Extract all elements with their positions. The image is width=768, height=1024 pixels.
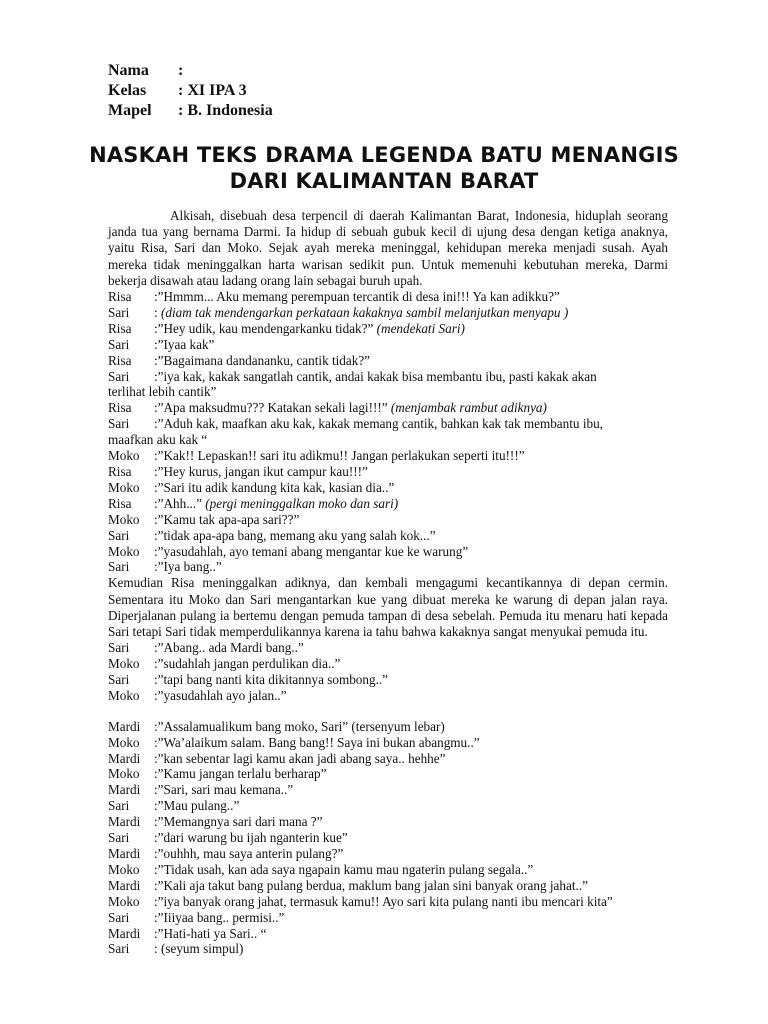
dialog-text [154, 305, 668, 321]
dialog-line-main [108, 289, 668, 305]
dialog-line [108, 910, 668, 926]
dialog-line-main [108, 878, 668, 894]
identity-value: : XI IPA 3 [178, 82, 247, 99]
dialog-speech: :”yasudahlah, ayo temani abang mengantar kue ke warung” [154, 543, 469, 559]
dialog-line [108, 337, 668, 353]
speaker-name: Moko [108, 893, 140, 909]
dialog-line-main [108, 416, 668, 432]
speaker-name: Mardi [108, 718, 141, 734]
dialog-continuation: maafkan aku kak “ [108, 432, 208, 448]
speaker-name: Risa [108, 320, 132, 336]
dialog-text [154, 544, 668, 560]
dialog-line-main [108, 337, 668, 353]
speaker-name: Moko [108, 656, 140, 672]
dialog-text [154, 353, 668, 369]
dialog-speech: :”iya banyak orang jahat, termasuk kamu!! Ayo sari kita pulang nanti ibu mencari kita” [154, 893, 613, 909]
dialog-line [108, 464, 668, 480]
speaker-name: Sari [108, 416, 130, 432]
dialog-line-main [108, 512, 668, 528]
dialog-line [108, 830, 668, 846]
dialog-text [154, 766, 668, 782]
speaker-name: Mardi [108, 877, 141, 893]
dialog-line-main [108, 830, 668, 846]
title-line-1: NASKAH TEKS DRAMA LEGENDA BATU MENANGIS [89, 143, 679, 167]
speaker-name: Risa [108, 352, 132, 368]
speaker-name: Sari [108, 671, 130, 687]
document-title [0, 142, 768, 194]
dialog-line [108, 656, 668, 672]
dialog-text [154, 448, 668, 464]
dialog-line [108, 321, 668, 337]
dialog-speech: :”Hey kurus, jangan ikut campur kau!!!” [154, 463, 368, 479]
identity-value: : B. Indonesia [178, 102, 273, 119]
dialog-line-main [108, 496, 668, 512]
dialog-text [154, 464, 668, 480]
dialog-line [108, 528, 668, 544]
dialog-speech: :”Bagaimana dandananku, cantik tidak?” [154, 352, 371, 368]
dialog-speech: :”iya kak, kakak sangatlah cantik, andai kakak bisa membantu ibu, pasti kakak akan [154, 368, 597, 384]
dialog-line [108, 448, 668, 464]
speaker-name: Sari [108, 559, 130, 575]
dialog-speech: :”Abang.. ada Mardi bang..” [154, 640, 304, 656]
dialog-line-main [108, 353, 668, 369]
dialog-text [154, 480, 668, 496]
dialog-text [154, 719, 668, 735]
speaker-name: Moko [108, 734, 140, 750]
dialog-speech: :”Wa’alaikum salam. Bang bang!! Saya ini bukan abangmu..” [154, 734, 480, 750]
speaker-name: Sari [108, 336, 130, 352]
speaker-name: Mardi [108, 814, 141, 830]
dialog-line-main [108, 400, 668, 416]
speaker-name: Sari [108, 368, 130, 384]
dialog-text [154, 862, 668, 878]
dialog-line [108, 400, 668, 416]
dialog-line-main [108, 846, 668, 862]
dialog-line [108, 798, 668, 814]
dialog-text [154, 656, 668, 672]
dialog-text [154, 878, 668, 894]
stage-direction: (mendekati Sari) [376, 320, 465, 336]
dialog-text [154, 830, 668, 846]
speaker-name: Moko [108, 479, 140, 495]
dialog-text [154, 910, 668, 926]
dialog-speech: :”Memangnya sari dari mana ?” [154, 814, 323, 830]
dialog-line [108, 688, 668, 704]
dialog-line-main [108, 814, 668, 830]
dialog-line [108, 846, 668, 862]
speaker-name: Moko [108, 861, 140, 877]
dialog-line [108, 862, 668, 878]
speaker-name: Mardi [108, 782, 141, 798]
dialog-line-main [108, 862, 668, 878]
dialog-line-main [108, 480, 668, 496]
dialog-speech: :”Iya bang..” [154, 559, 222, 575]
dialog-speech: :”tidak apa-apa bang, memang aku yang salah kok...” [154, 527, 436, 543]
speaker-name: Mardi [108, 925, 141, 941]
dialog-section-3 [108, 719, 668, 958]
dialog-line [108, 735, 668, 751]
dialog-line [108, 814, 668, 830]
speaker-name: Sari [108, 798, 130, 814]
dialog-line-main [108, 448, 668, 464]
dialog-line-main [108, 910, 668, 926]
dialog-line-main [108, 798, 668, 814]
speaker-name: Sari [108, 909, 130, 925]
speaker-name: Mardi [108, 750, 141, 766]
intro-paragraph: Alkisah, disebuah desa terpencil di daerah Kalimantan Barat, Indonesia, hiduplah seorang janda tua yang bernama Darmi. Ia hidup di sebuah gubuk kecil di ujung desa dengan ketiga anaknya, yaitu Risa, Sari dan Moko. Sejak ayah mereka meninggal, kehidupan mereka menjadi susah. Ayah mereka tidak meninggalkan harta warisan sedikit pun. Untuk memenuhi kebutuhan mereka, Darmi bekerja disawah atau ladang orang lain sebagai buruh upah. [108, 208, 668, 288]
dialog-line-main [108, 735, 668, 751]
dialog-text [154, 926, 668, 942]
dialog-text [154, 688, 668, 704]
dialog-speech: :”kan sebentar lagi kamu akan jadi abang saya.. hehhe” [154, 750, 446, 766]
document-body [108, 208, 668, 957]
dialog-line-main [108, 528, 668, 544]
dialog-text [154, 512, 668, 528]
dialog-line [108, 416, 668, 448]
dialog-speech: :”Apa maksudmu??? Katakan sekali lagi!!!” [154, 400, 391, 416]
speaker-name: Moko [108, 511, 140, 527]
dialog-line [108, 782, 668, 798]
dialog-text [154, 369, 668, 385]
dialog-text [154, 400, 668, 416]
dialog-line-main [108, 672, 668, 688]
dialog-speech: :”Tidak usah, kan ada saya ngapain kamu mau ngaterin pulang segala..” [154, 861, 534, 877]
dialog-line-main [108, 926, 668, 942]
narration-paragraph: Kemudian Risa meninggalkan adiknya, dan kembali mengagumi kecantikannya di depan cermin. Sementara itu Moko dan Sari mengantarkan kue yang dibuat mereka ke warung di depan jalan raya. Diperjalanan pulang ia bertemu dengan pemuda tampan di desa sebelah. Pemuda itu menaru hati kepada Sari tetapi Sari tidak memperdulikannya karena ia tahu bahwa kakaknya sangat menyukai pemuda itu. [108, 575, 668, 639]
dialog-line-main [108, 464, 668, 480]
speaker-name: Sari [108, 304, 130, 320]
dialog-line-main [108, 894, 668, 910]
dialog-line [108, 640, 668, 656]
dialog-speech: :”Kali aja takut bang pulang berdua, maklum bang jalan sini banyak orang jahat..” [154, 877, 588, 893]
dialog-speech: :”Hey udik, kau mendengarkanku tidak?” [154, 320, 377, 336]
dialog-line-main [108, 305, 668, 321]
identity-row-name [108, 61, 273, 81]
dialog-line-main [108, 559, 668, 575]
dialog-speech: :”Kamu jangan terlalu berharap” [154, 766, 327, 782]
speaker-name: Sari [108, 640, 130, 656]
dialog-line [108, 496, 668, 512]
dialog-text [154, 672, 668, 688]
dialog-text [154, 735, 668, 751]
dialog-line [108, 559, 668, 575]
dialog-text [154, 941, 668, 957]
dialog-speech: : (seyum simpul) [154, 941, 244, 957]
dialog-line [108, 305, 668, 321]
speaker-name: Moko [108, 687, 140, 703]
dialog-line-main [108, 321, 668, 337]
section-spacer [108, 704, 668, 719]
speaker-name: Risa [108, 463, 132, 479]
dialog-speech: :”sudahlah jangan perdulikan dia..” [154, 656, 341, 672]
dialog-text [154, 289, 668, 305]
dialog-text [154, 798, 668, 814]
dialog-line [108, 369, 668, 401]
dialog-line-main [108, 656, 668, 672]
dialog-line-main [108, 782, 668, 798]
dialog-speech: :”Iyaa kak” [154, 336, 215, 352]
dialog-text [154, 337, 668, 353]
speaker-name: Risa [108, 289, 132, 305]
stage-direction: (menjambak rambut adiknya) [390, 400, 547, 416]
dialog-continuation: terlihat lebih cantik” [108, 384, 217, 400]
dialog-section-1 [108, 289, 668, 575]
dialog-speech: :”Kak!! Lepaskan!! sari itu adikmu!! Jangan perlakukan seperti itu!!!” [154, 448, 525, 464]
dialog-line-main [108, 640, 668, 656]
dialog-line [108, 751, 668, 767]
dialog-speech: :”yasudahlah ayo jalan..” [154, 687, 287, 703]
dialog-line [108, 766, 668, 782]
dialog-speech: : [154, 304, 161, 320]
speaker-name: Risa [108, 400, 132, 416]
dialog-speech: :”Sari itu adik kandung kita kak, kasian dia..” [154, 479, 395, 495]
identity-label: Kelas [108, 82, 147, 99]
speaker-name: Mardi [108, 846, 141, 862]
dialog-line [108, 894, 668, 910]
speaker-name: Moko [108, 766, 140, 782]
stage-direction: (pergi meninggalkan moko dan sari) [205, 495, 399, 511]
dialog-speech: :”Assalamualikum bang moko, Sari” (tersenyum lebar) [154, 718, 445, 734]
identity-label: Mapel [108, 102, 152, 119]
dialog-text [154, 416, 668, 432]
speaker-name: Moko [108, 543, 140, 559]
dialog-line [108, 289, 668, 305]
dialog-line [108, 480, 668, 496]
dialog-speech: :”Ahh...” [154, 495, 206, 511]
dialog-line-main [108, 751, 668, 767]
dialog-speech: :”Hmmm... Aku memang perempuan tercantik di desa ini!!! Ya kan adikku?” [154, 289, 560, 305]
dialog-line [108, 672, 668, 688]
speaker-name: Sari [108, 830, 130, 846]
identity-value: : [178, 62, 184, 79]
dialog-text [154, 814, 668, 830]
dialog-line [108, 719, 668, 735]
dialog-line [108, 544, 668, 560]
speaker-name: Sari [108, 527, 130, 543]
dialog-line-main [108, 544, 668, 560]
dialog-line-main [108, 719, 668, 735]
dialog-line [108, 926, 668, 942]
dialog-line [108, 353, 668, 369]
speaker-name: Moko [108, 448, 140, 464]
stage-direction: (diam tak mendengarkan perkataan kakaknya sambil melanjutkan menyapu ) [160, 304, 569, 320]
dialog-text [154, 782, 668, 798]
dialog-line [108, 878, 668, 894]
speaker-name: Sari [108, 941, 130, 957]
dialog-speech: :”dari warung bu ijah nganterin kue” [154, 830, 348, 846]
dialog-text [154, 321, 668, 337]
dialog-text [154, 894, 668, 910]
dialog-line-main [108, 766, 668, 782]
dialog-line-main [108, 369, 668, 385]
dialog-line-main [108, 941, 668, 957]
dialog-speech: :”Mau pulang..” [154, 798, 240, 814]
dialog-line-main [108, 688, 668, 704]
identity-block [108, 61, 273, 121]
dialog-text [154, 751, 668, 767]
identity-row-subject [108, 101, 273, 121]
identity-label: Nama [108, 62, 149, 79]
dialog-line [108, 512, 668, 528]
dialog-text [154, 846, 668, 862]
dialog-speech: :”tapi bang nanti kita dikitannya sombong..” [154, 671, 389, 687]
dialog-text [154, 528, 668, 544]
dialog-section-2 [108, 640, 668, 704]
dialog-text [154, 640, 668, 656]
dialog-speech: :”ouhhh, mau saya anterin pulang?” [154, 846, 344, 862]
dialog-speech: :”Iiiyaa bang.. permisi..” [154, 909, 285, 925]
dialog-speech: :”Hati-hati ya Sari.. “ [154, 925, 267, 941]
dialog-line [108, 941, 668, 957]
identity-row-class [108, 81, 273, 101]
title-line-2: DARI KALIMANTAN BARAT [229, 169, 539, 193]
dialog-speech: :”Sari, sari mau kemana..” [154, 782, 294, 798]
dialog-text [154, 559, 668, 575]
dialog-text [154, 496, 668, 512]
dialog-speech: :”Kamu tak apa-apa sari??” [154, 511, 300, 527]
speaker-name: Risa [108, 495, 132, 511]
dialog-speech: :”Aduh kak, maafkan aku kak, kakak memang cantik, bahkan kak tak membantu ibu, [154, 416, 603, 432]
